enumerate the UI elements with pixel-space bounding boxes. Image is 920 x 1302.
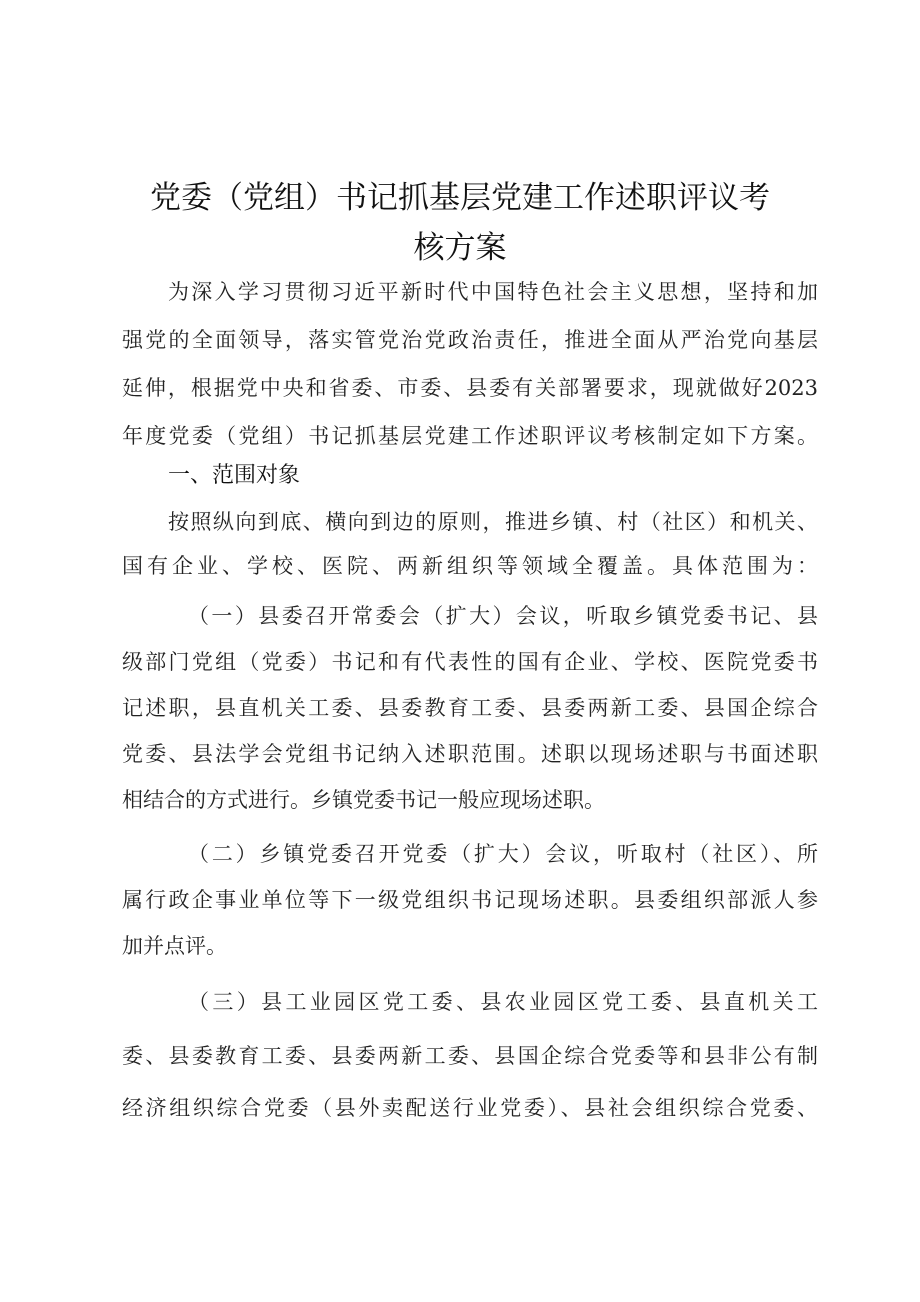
item-2-line: 属行政企事业单位等下一级党组织书记现场述职。县委组织部派人参 <box>122 888 818 912</box>
item-2-line: 加并点评。 <box>122 934 227 958</box>
item-3-line: 委、县委教育工委、县委两新工委、县国企综合党委等和县非公有制 <box>122 1044 818 1068</box>
item-1-line: 党委、县法学会党组书记纳入述职范围。述职以现场述职与书面述职 <box>122 742 818 766</box>
intro-line: 为深入学习贯彻习近平新时代中国特色社会主义思想，坚持和加 <box>168 280 818 304</box>
intro-line: 延伸，根据党中央和省委、市委、县委有关部署要求，现就做好2023 <box>122 376 818 400</box>
document-title-line-2: 核方案 <box>413 230 507 266</box>
section-intro-line: 国有企业、学校、医院、两新组织等领域全覆盖。具体范围为： <box>122 554 818 578</box>
section-heading: 一、范围对象 <box>168 463 301 488</box>
item-3-line: （三）县工业园区党工委、县农业园区党工委、县直机关工 <box>188 990 818 1014</box>
item-1-line: 记述职，县直机关工委、县委教育工委、县委两新工委、县国企综合 <box>122 696 818 720</box>
item-1-line: 级部门党组（党委）书记和有代表性的国有企业、学校、医院党委书 <box>122 650 818 674</box>
item-1-line: （一）县委召开常委会（扩大）会议，听取乡镇党委书记、县 <box>188 604 818 628</box>
section-intro-line: 按照纵向到底、横向到边的原则，推进乡镇、村（社区）和机关、 <box>168 510 818 534</box>
intro-line: 强党的全面领导，落实管党治党政治责任，推进全面从严治党向基层 <box>122 328 818 352</box>
document-title-line-1: 党委（党组）书记抓基层党建工作述职评议考 <box>150 180 770 216</box>
item-1-line: 相结合的方式进行。乡镇党委书记一般应现场述职。 <box>122 788 605 812</box>
item-3-line: 经济组织综合党委（县外卖配送行业党委）、县社会组织综合党委、 <box>122 1096 818 1120</box>
intro-line: 年度党委（党组）书记抓基层党建工作述职评议考核制定如下方案。 <box>122 424 818 448</box>
item-2-line: （二）乡镇党委召开党委（扩大）会议，听取村（社区）、所 <box>188 842 818 866</box>
